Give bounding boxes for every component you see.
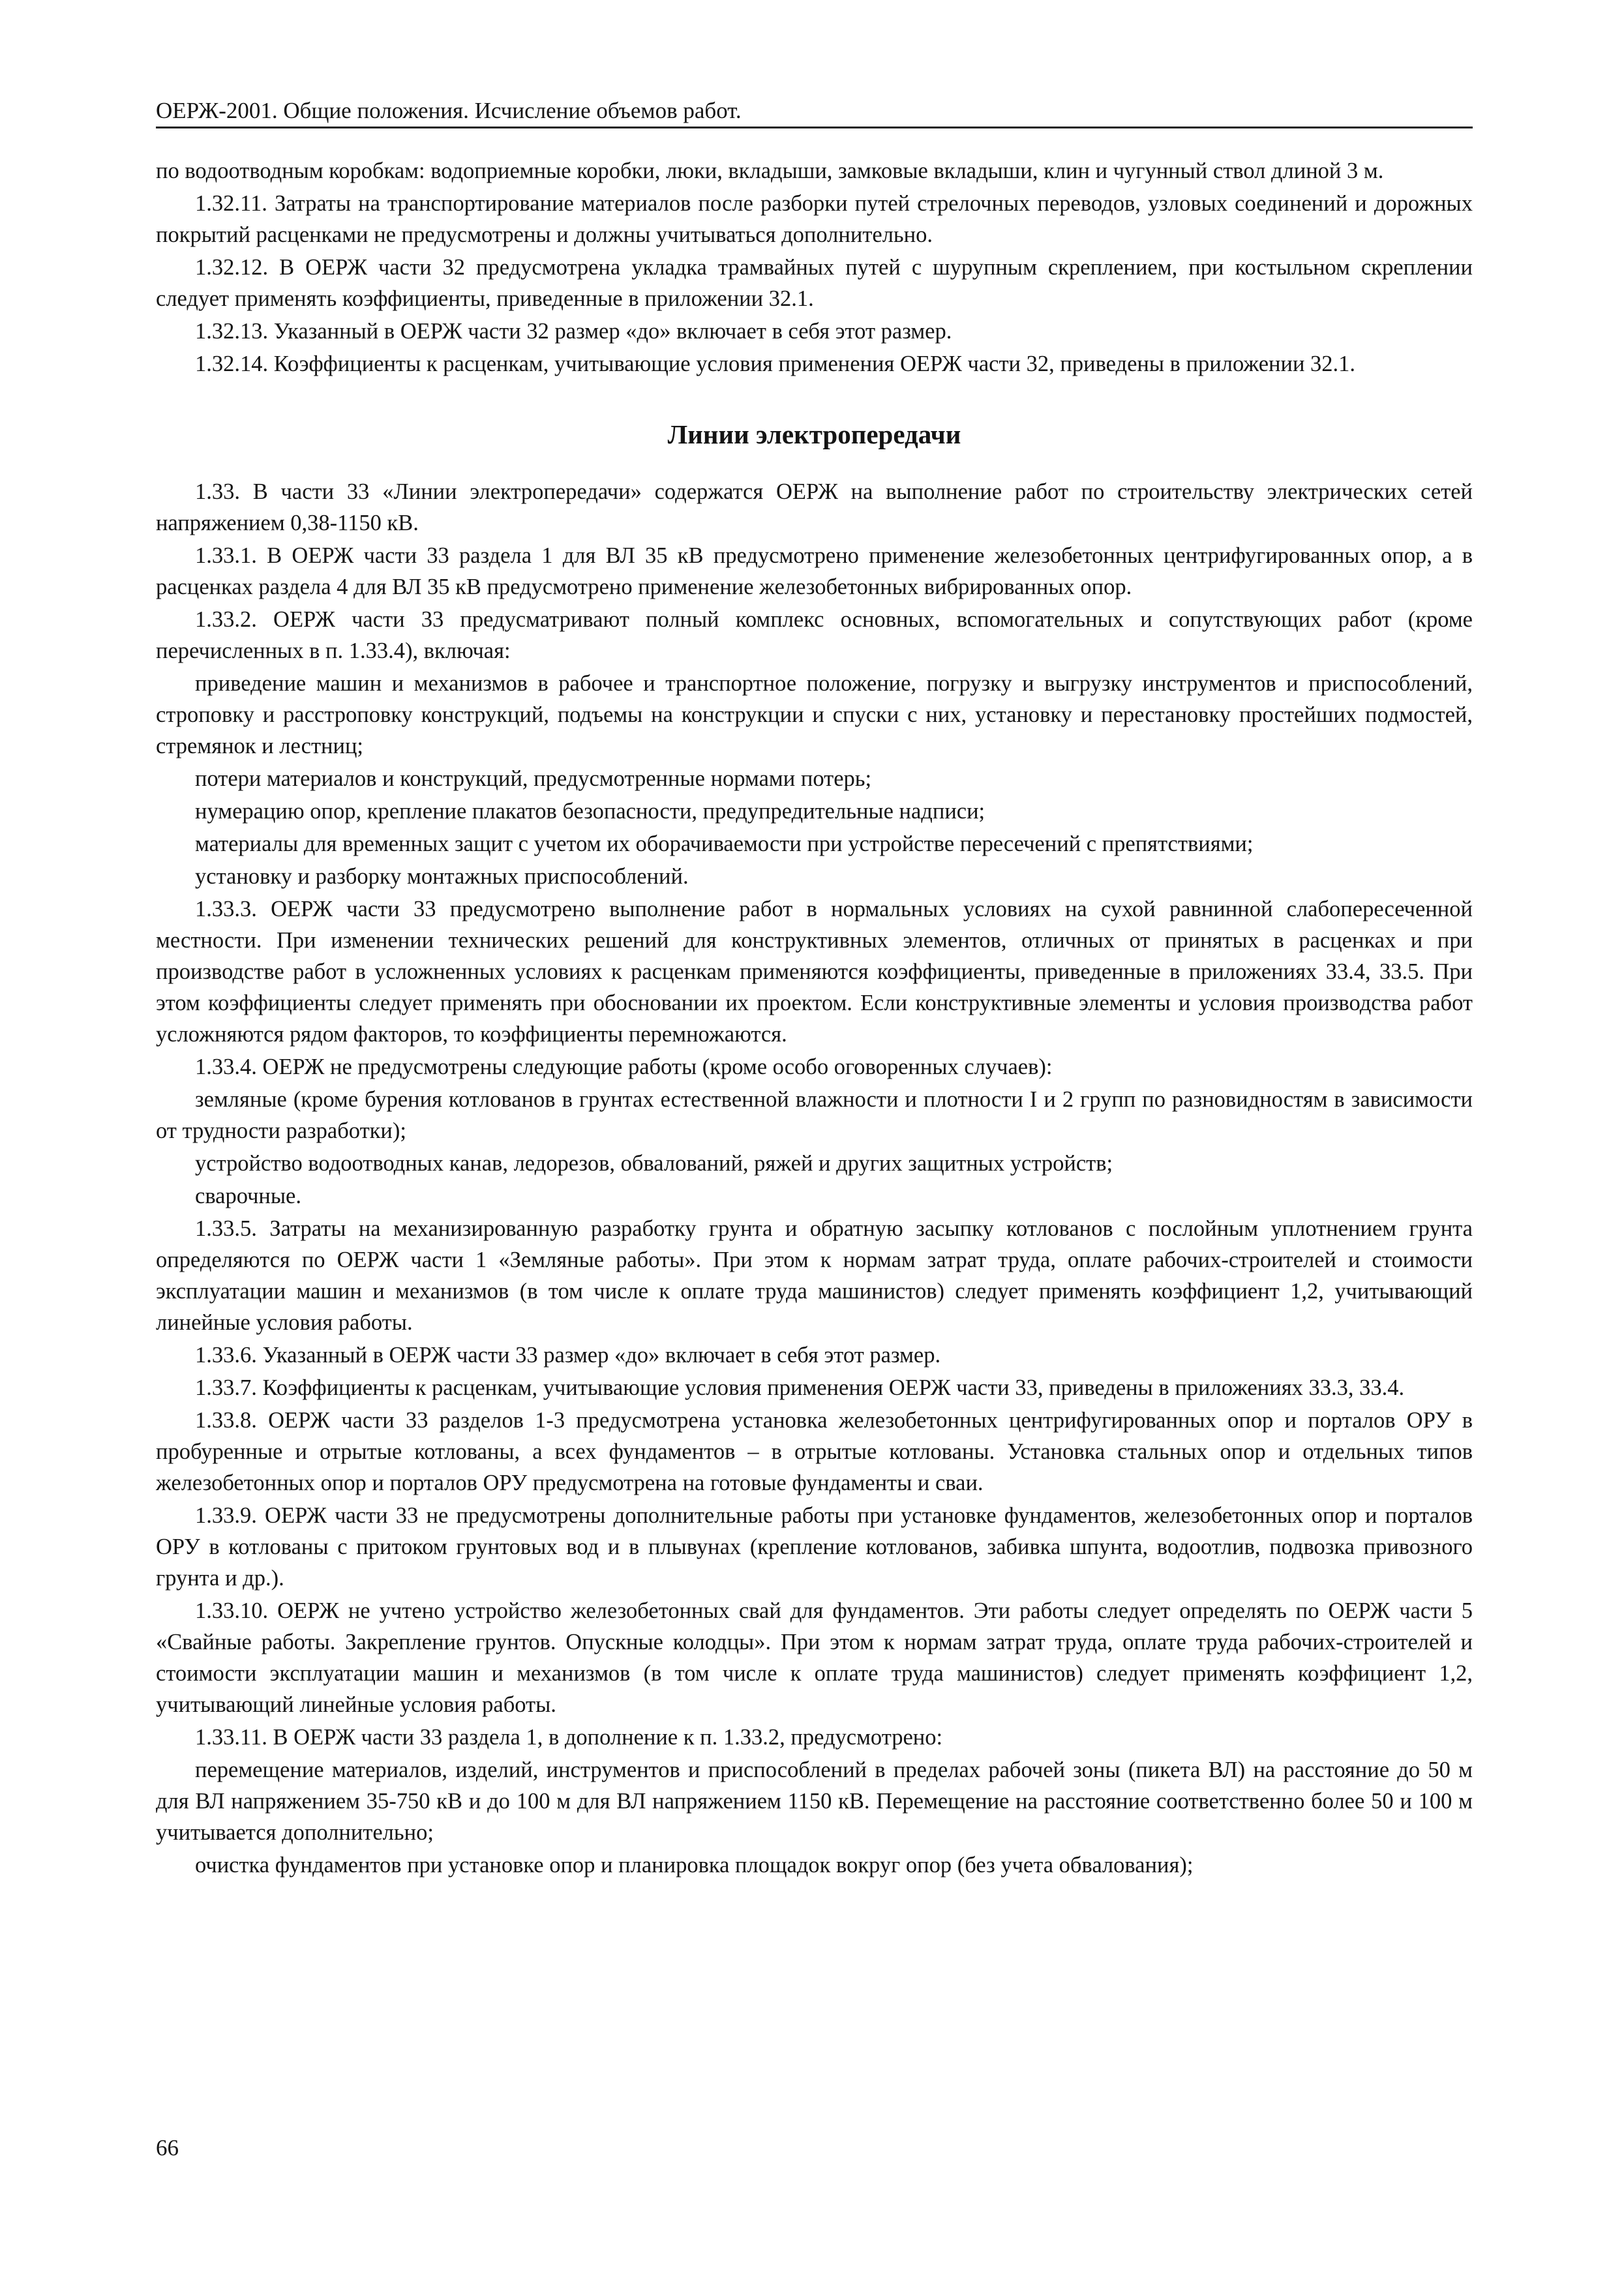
paragraph: 1.33.8. ОЕРЖ части 33 разделов 1-3 предусмотрена установка железобетонных центрифугированных опор и порталов ОРУ в пробуренные и отрытые котлованы, а всех фундаментов – в отрытые котлованы. Установка стальных опор и отдельных типов железобетонных опор и порталов ОРУ предусмотрена на готовые фундаменты и сваи. <box>156 1408 1473 1495</box>
paragraph: по водоотводным коробкам: водоприемные коробки, люки, вкладыши, замковые вкладыши, клин и чугунный ствол длиной 3 м. <box>156 158 1384 183</box>
list-item: потери материалов и конструкций, предусмотренные нормами потерь; <box>195 766 872 791</box>
paragraph: 1.32.13. Указанный в ОЕРЖ части 32 размер «до» включает в себя этот размер. <box>195 319 952 344</box>
page-number: 66 <box>156 2135 179 2161</box>
paragraph: 1.33. В части 33 «Линии электропередачи» содержатся ОЕРЖ на выполнение работ по строительству электрических сетей напряжением 0,38-1150 кВ. <box>156 479 1473 535</box>
document-page <box>156 0 1473 2289</box>
paragraph: 1.33.5. Затраты на механизированную разработку грунта и обратную засыпку котлованов с послойным уплотнением грунта определяются по ОЕРЖ части 1 «Земляные работы». При этом к нормам затрат труда, оплате рабочих-строителей и стоимости эксплуатации машин и механизмов (в том числе к оплате труда машинистов) следует применять коэффициент 1,2, учитывающий линейные условия работы. <box>156 1216 1473 1335</box>
list-item: перемещение материалов, изделий, инструментов и приспособлений в пределах рабочей зоны (пикета ВЛ) на расстояние до 50 м для ВЛ напряжением 35-750 кВ и до 100 м для ВЛ напряжением 1150 кВ. Перемещение на расстояние соответственно более 50 и 100 м учитывается дополнительно; <box>156 1758 1473 1845</box>
list-item: очистка фундаментов при установке опор и планировка площадок вокруг опор (без учета обвалования); <box>195 1853 1194 1878</box>
paragraph: 1.33.4. ОЕРЖ не предусмотрены следующие работы (кроме особо оговоренных случаев): <box>195 1055 1053 1079</box>
paragraph: 1.33.7. Коэффициенты к расценкам, учитывающие условия применения ОЕРЖ части 33, приведены в приложениях 33.3, 33.4. <box>195 1375 1405 1400</box>
list-item: нумерацию опор, крепление плакатов безопасности, предупредительные надписи; <box>195 799 985 824</box>
paragraph: 1.33.6. Указанный в ОЕРЖ части 33 размер «до» включает в себя этот размер. <box>195 1343 941 1368</box>
list-item: устройство водоотводных канав, ледорезов, обвалований, ряжей и других защитных устройств; <box>195 1151 1113 1176</box>
paragraph: 1.33.9. ОЕРЖ части 33 не предусмотрены дополнительные работы при установке фундаментов, железобетонных опор и порталов ОРУ в котлованы с притоком грунтовых вод и в плывунах (крепление котлованов, забивка шпунта, водоотлив, подвозка привозного грунта и др.). <box>156 1503 1473 1591</box>
paragraph: 1.33.11. В ОЕРЖ части 33 раздела 1, в дополнение к п. 1.33.2, предусмотрено: <box>195 1725 943 1750</box>
running-header: ОЕРЖ-2001. Общие положения. Исчисление объемов работ. <box>156 97 1473 128</box>
document-body <box>156 155 1473 1882</box>
paragraph: 1.33.3. ОЕРЖ части 33 предусмотрено выполнение работ в нормальных условиях на сухой равнинной слабопересеченной местности. При изменении технических решений для конструктивных элементов, отличных от принятых в расценках и при производстве работ в усложненных условиях к расценкам применяются коэффициенты, приведенные в приложениях 33.4, 33.5. При этом коэффициенты следует применять при обосновании их проектом. Если конструктивные элементы и условия производства работ усложняются рядом факторов, то коэффициенты перемножаются. <box>156 897 1473 1047</box>
paragraph: 1.32.12. В ОЕРЖ части 32 предусмотрена укладка трамвайных путей с шурупным скреплением, при костыльном скреплении следует применять коэффициенты, приведенные в приложении 32.1. <box>156 255 1473 311</box>
list-item: сварочные. <box>195 1184 301 1208</box>
paragraph: 1.33.10. ОЕРЖ не учтено устройство железобетонных свай для фундаментов. Эти работы следует определять по ОЕРЖ части 5 «Свайные работы. Закрепление грунтов. Опускные колодцы». При этом к нормам затрат труда, оплате труда рабочих-строителей и стоимости эксплуатации машин и механизмов (в том числе к оплате труда машинистов) следует применять коэффициент 1,2, учитывающий линейные условия работы. <box>156 1598 1473 1717</box>
section-title: Линии электропередачи <box>667 419 961 449</box>
list-item: материалы для временных защит с учетом их оборачиваемости при устройстве пересечений с препятствиями; <box>195 831 1254 856</box>
paragraph: 1.32.14. Коэффициенты к расценкам, учитывающие условия применения ОЕРЖ части 32, приведены в приложении 32.1. <box>195 352 1356 376</box>
list-item: земляные (кроме бурения котлованов в грунтах естественной влажности и плотности I и 2 групп по разновидностям в зависимости от трудности разработки); <box>156 1087 1473 1143</box>
list-item: приведение машин и механизмов в рабочее и транспортное положение, погрузку и выгрузку инструментов и приспособлений, строповку и расстроповку конструкций, подъемы на конструкции и спуски с них, установку и перестановку простейших подмостей, стремянок и лестниц; <box>156 671 1473 758</box>
list-item: установку и разборку монтажных приспособлений. <box>195 864 689 889</box>
paragraph: 1.33.2. ОЕРЖ части 33 предусматривают полный комплекс основных, вспомогательных и сопутствующих работ (кроме перечисленных в п. 1.33.4), включая: <box>156 607 1473 663</box>
paragraph: 1.32.11. Затраты на транспортирование материалов после разборки путей стрелочных переводов, узловых соединений и дорожных покрытий расценками не предусмотрены и должны учитываться дополнительно. <box>156 191 1473 247</box>
paragraph: 1.33.1. В ОЕРЖ части 33 раздела 1 для ВЛ 35 кВ предусмотрено применение железобетонных центрифугированных опор, а в расценках раздела 4 для ВЛ 35 кВ предусмотрено применение железобетонных вибрированных опор. <box>156 543 1473 599</box>
